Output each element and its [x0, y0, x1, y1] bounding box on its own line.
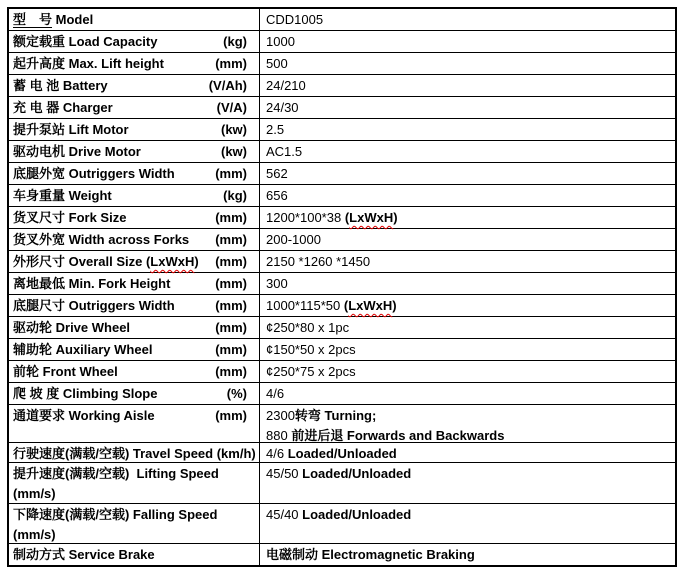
spec-value-line	[266, 164, 675, 184]
spec-value-line	[266, 186, 675, 206]
spec-label	[13, 545, 155, 565]
spec-value-cell	[260, 339, 675, 360]
text-segment: Falling Speed	[129, 507, 218, 522]
spec-label	[13, 120, 129, 140]
spec-value-line	[266, 208, 675, 228]
text-segment: LxWxH	[150, 254, 195, 269]
text-segment: Fork Size	[65, 210, 127, 225]
text-segment: 驱动电机	[13, 144, 66, 159]
text-segment: ¢250*80 x 1pc	[266, 320, 350, 335]
text-segment: 1200*100*38	[266, 210, 345, 225]
text-segment: Service Brake	[65, 547, 155, 562]
text-segment: ¢150*50 x 2pcs	[266, 342, 356, 357]
spec-value-cell	[260, 443, 675, 462]
text-segment: 200-1000	[266, 232, 321, 247]
spec-row	[9, 504, 675, 544]
text-segment: 离地最低	[13, 276, 66, 291]
spec-row	[9, 273, 675, 295]
spec-unit: (mm)	[215, 364, 247, 379]
spec-value-cell	[260, 295, 675, 316]
text-segment: ¢250*75 x 2pcs	[266, 364, 356, 379]
spec-label	[13, 142, 141, 162]
text-segment: Model	[52, 12, 94, 27]
text-segment: Width across Forks	[65, 232, 190, 247]
spec-label-cell	[9, 9, 260, 30]
spec-row	[9, 185, 675, 207]
spec-value-cell	[260, 163, 675, 184]
text-segment: 前进后退 Forwards and Backwards	[291, 427, 505, 443]
spec-label-cell	[9, 463, 260, 503]
spec-unit: (V/A)	[216, 100, 247, 115]
spec-value-line	[266, 505, 675, 525]
spec-label	[13, 362, 118, 382]
spec-value-cell	[260, 504, 675, 543]
text-segment: 24/30	[266, 100, 299, 115]
spec-unit: (kw)	[221, 144, 247, 159]
text-segment: 562	[266, 166, 288, 181]
text-segment: 1000*115*50	[266, 298, 344, 313]
text-segment: 制动方式	[13, 547, 66, 562]
spec-label-cell	[9, 295, 260, 316]
text-segment: 底腿尺寸	[13, 298, 66, 313]
spec-label	[13, 76, 108, 96]
spec-label	[13, 230, 189, 250]
spec-label	[13, 318, 130, 338]
spec-value-cell	[260, 229, 675, 250]
spec-unit: (mm)	[215, 232, 247, 247]
spec-row	[9, 339, 675, 361]
spec-unit: (mm)	[215, 320, 247, 335]
spec-label	[13, 164, 175, 184]
spec-label-cell	[9, 405, 260, 442]
text-segment: 转弯 Turning;	[294, 408, 377, 423]
text-segment: Outriggers Width	[65, 298, 175, 313]
text-segment: Weight	[65, 188, 112, 203]
text-segment: 24/210	[266, 78, 306, 93]
spec-label	[13, 505, 217, 544]
text-segment: 充 电 器	[13, 100, 60, 115]
spec-label	[13, 252, 199, 272]
spec-label-cell	[9, 185, 260, 206]
spec-value-line	[266, 444, 675, 464]
spec-value-line	[266, 274, 675, 294]
text-segment: Loaded/Unloaded	[302, 507, 412, 522]
spec-label-cell	[9, 251, 260, 272]
spec-label	[13, 384, 157, 404]
spec-value-cell	[260, 317, 675, 338]
text-segment: Lift Motor	[65, 122, 129, 137]
text-segment: )	[194, 254, 199, 269]
text-segment: 提升速度(满载/空载)	[13, 466, 130, 481]
spec-label-cell	[9, 163, 260, 184]
text-segment: 2150 *1260 *1450	[266, 254, 371, 269]
text-segment: (	[344, 210, 350, 225]
spec-label-cell	[9, 53, 260, 74]
text-segment: Working Aisle	[65, 408, 155, 423]
text-segment: Auxiliary Wheel	[52, 342, 153, 357]
spec-value-cell	[260, 75, 675, 96]
text-segment: (mm/s)	[13, 526, 56, 542]
spec-label	[13, 444, 256, 464]
text-segment: Loaded/Unloaded	[287, 446, 397, 461]
spec-row	[9, 251, 675, 273]
spec-value-line	[266, 296, 675, 316]
spec-label	[13, 274, 170, 294]
spec-row	[9, 75, 675, 97]
spec-row	[9, 53, 675, 75]
spec-label	[13, 186, 112, 206]
spec-value-line	[266, 98, 675, 118]
spec-value-cell	[260, 273, 675, 294]
spec-unit: (mm)	[215, 298, 247, 313]
spec-unit: (kw)	[221, 122, 247, 137]
spec-unit: (mm)	[215, 342, 247, 357]
spec-row	[9, 31, 675, 53]
text-segment: 额定载重	[13, 34, 66, 49]
text-segment: Charger	[59, 100, 113, 115]
spec-unit: (V/Ah)	[208, 78, 247, 93]
spec-label	[13, 340, 152, 360]
spec-label	[13, 10, 93, 30]
text-segment: 300	[266, 276, 288, 291]
spec-unit: (mm)	[215, 166, 247, 181]
spec-value-line	[266, 384, 675, 404]
text-segment: 4/6	[266, 386, 285, 401]
spec-value-cell	[260, 544, 675, 565]
spec-value-line	[266, 362, 675, 382]
text-segment: 货叉外宽	[13, 232, 66, 247]
text-segment: 45/40	[266, 507, 303, 522]
text-segment: 爬 坡 度	[13, 386, 60, 401]
text-segment: Min. Fork Height	[65, 276, 171, 291]
text-segment: )	[392, 298, 397, 313]
spec-label-cell	[9, 273, 260, 294]
spec-row	[9, 317, 675, 339]
spec-value-cell	[260, 119, 675, 140]
text-segment: CDD1005	[266, 12, 324, 27]
text-segment: 蓄 电 池	[13, 78, 60, 93]
spec-value-line	[266, 545, 675, 565]
spec-unit: (%)	[226, 386, 247, 401]
spec-label-cell	[9, 383, 260, 404]
spec-label	[13, 54, 164, 74]
text-segment: 底腿外宽	[13, 166, 66, 181]
spec-label	[13, 464, 219, 503]
spec-value-cell	[260, 251, 675, 272]
text-segment: Lifting Speed	[129, 466, 219, 481]
spec-unit: (kg)	[223, 34, 247, 49]
text-segment: 通道要求	[13, 408, 66, 423]
spec-label-cell	[9, 504, 260, 543]
spec-value-cell	[260, 31, 675, 52]
text-segment: 型 号	[13, 12, 53, 27]
spec-value-line	[266, 406, 675, 426]
text-segment: AC1.5	[266, 144, 303, 159]
spec-label	[13, 296, 175, 316]
spec-row	[9, 443, 675, 463]
text-segment: Front Wheel	[39, 364, 118, 379]
text-segment: 下降速度(满载/空载)	[13, 507, 130, 522]
text-segment: 45/50	[266, 466, 303, 481]
text-segment: 1000	[266, 34, 295, 49]
spec-label-cell	[9, 339, 260, 360]
spec-label-cell	[9, 544, 260, 565]
text-segment: Drive Motor	[65, 144, 141, 159]
spec-value-line	[266, 120, 675, 140]
spec-value-line	[266, 252, 675, 272]
spec-value-line	[266, 54, 675, 74]
text-segment: 外形尺寸	[13, 254, 66, 269]
spec-value-cell	[260, 97, 675, 118]
spec-label-cell	[9, 97, 260, 118]
spec-label	[13, 406, 155, 426]
text-segment: 货叉尺寸	[13, 210, 66, 225]
spec-unit: (mm)	[215, 254, 247, 269]
spec-row	[9, 163, 675, 185]
spec-unit: (mm)	[215, 210, 247, 225]
spec-row	[9, 544, 675, 565]
text-segment: 500	[266, 56, 288, 71]
text-segment: Loaded/Unloaded	[302, 466, 412, 481]
spec-label	[13, 32, 157, 52]
text-segment: 2300	[266, 408, 295, 423]
spec-value-cell	[260, 9, 675, 30]
text-segment: Battery	[59, 78, 108, 93]
text-segment: 656	[266, 188, 288, 203]
text-segment: LxWxH	[349, 210, 394, 225]
spec-value-cell	[260, 53, 675, 74]
spec-value-cell	[260, 383, 675, 404]
spec-row	[9, 141, 675, 163]
spec-row	[9, 207, 675, 229]
spec-value-line	[266, 340, 675, 360]
spec-value-cell	[260, 207, 675, 228]
spec-label-cell	[9, 141, 260, 162]
text-segment: Drive Wheel	[52, 320, 131, 335]
text-segment: 4/6	[266, 446, 288, 461]
spec-value-cell	[260, 463, 675, 503]
spec-row	[9, 361, 675, 383]
spec-label	[13, 98, 113, 118]
spec-unit: (mm)	[215, 276, 247, 291]
spec-row	[9, 405, 675, 443]
spec-row	[9, 97, 675, 119]
spec-unit: (kg)	[223, 188, 247, 203]
text-segment: Load Capacity	[65, 34, 158, 49]
spec-label-cell	[9, 75, 260, 96]
spec-row	[9, 119, 675, 141]
text-segment: LxWxH	[348, 298, 393, 313]
spec-row	[9, 229, 675, 251]
spec-row	[9, 9, 675, 31]
spec-label-cell	[9, 207, 260, 228]
text-segment: Max. Lift height	[65, 56, 164, 71]
spec-unit: (mm)	[215, 56, 247, 71]
text-segment: Travel Speed (km/h)	[129, 446, 256, 461]
text-segment: )	[393, 210, 398, 225]
text-segment: 起升高度	[13, 56, 66, 71]
spec-value-line	[266, 10, 675, 30]
text-segment: Overall Size (	[65, 254, 151, 269]
spec-value-line	[266, 32, 675, 52]
text-segment: (mm/s)	[13, 485, 56, 501]
text-segment: 电磁制动 Electromagnetic Braking	[266, 547, 475, 562]
spec-value-cell	[260, 185, 675, 206]
text-segment: 驱动轮	[13, 320, 53, 335]
spec-label-cell	[9, 317, 260, 338]
text-segment: Climbing Slope	[59, 386, 158, 401]
spec-value-cell	[260, 141, 675, 162]
spec-value-line	[266, 142, 675, 162]
spec-label-cell	[9, 361, 260, 382]
spec-value-line	[266, 76, 675, 96]
text-segment: 2.5	[266, 122, 285, 137]
spec-label	[13, 208, 126, 228]
text-segment: 880	[266, 427, 292, 443]
spec-value-line	[266, 230, 675, 250]
spec-unit: (mm)	[215, 408, 247, 423]
spec-row	[9, 383, 675, 405]
spec-value-cell	[260, 361, 675, 382]
spec-label-cell	[9, 443, 260, 462]
text-segment: 车身重量	[13, 188, 66, 203]
spec-label-cell	[9, 31, 260, 52]
spec-label-cell	[9, 229, 260, 250]
spec-value-cell	[260, 405, 675, 442]
text-segment: 提升泵站	[13, 122, 66, 137]
text-segment: 行驶速度(满载/空载)	[13, 446, 130, 461]
spec-row	[9, 463, 675, 504]
spec-value-line	[266, 318, 675, 338]
spec-table	[7, 7, 677, 567]
text-segment: (	[343, 298, 349, 313]
spec-label-cell	[9, 119, 260, 140]
spec-value-line	[266, 464, 675, 484]
text-segment: Outriggers Width	[65, 166, 175, 181]
text-segment: 前轮	[13, 364, 40, 379]
text-segment: 辅助轮	[13, 342, 53, 357]
spec-row	[9, 295, 675, 317]
